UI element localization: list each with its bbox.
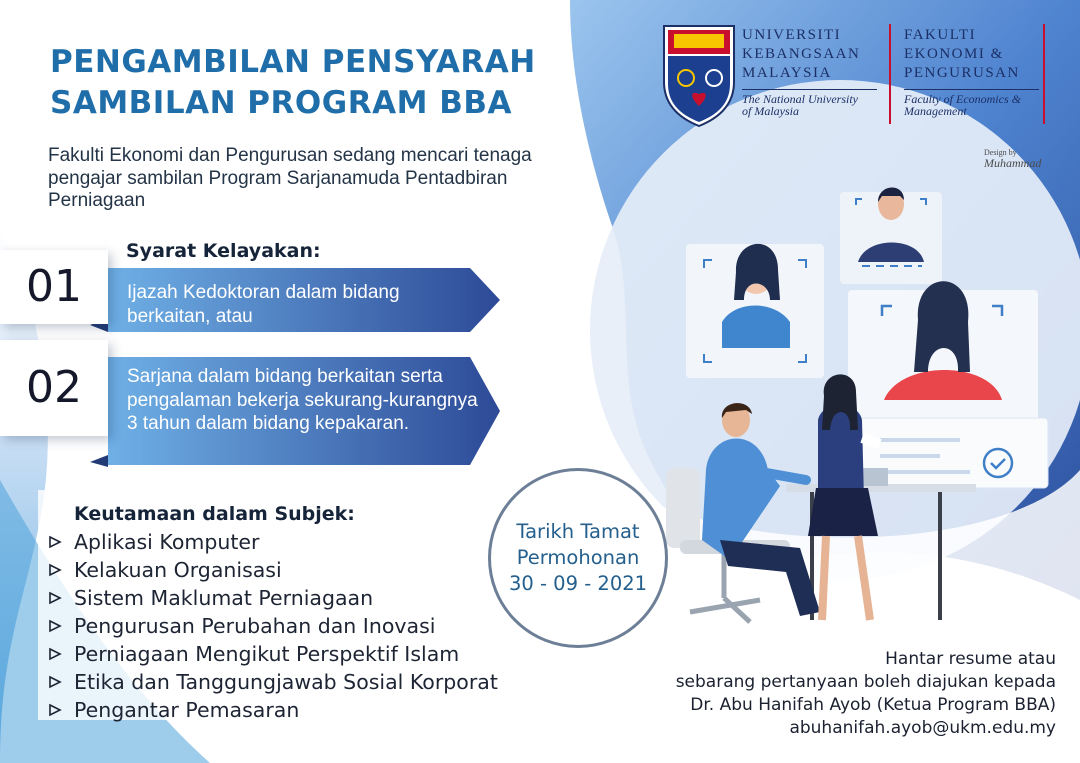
- subject-label: Sistem Maklumat Perniagaan: [74, 586, 374, 610]
- faculty-name-block: [904, 26, 1039, 117]
- requirement-text-1: Ijazah Kedoktoran dalam bidang berkaitan, atau: [127, 282, 400, 327]
- triangle-bullet-icon: [48, 675, 62, 689]
- list-item: [48, 612, 498, 640]
- requirement-number-2: 02: [0, 340, 108, 436]
- subject-label: Etika dan Tanggungjawab Sosial Korporat: [74, 670, 498, 694]
- deadline-line1: Tarikh Tamat: [516, 520, 640, 543]
- deadline-line2: Permohonan: [516, 546, 640, 569]
- list-item: [48, 696, 498, 724]
- university-subtitle-line1: The National University: [742, 89, 877, 105]
- contact-line3: Dr. Abu Hanifah Ayob (Ketua Program BBA): [690, 695, 1056, 715]
- contact-line2: sebarang pertanyaan boleh diajukan kepada: [675, 672, 1056, 692]
- university-name-line2: KEBANGSAAN: [742, 46, 861, 62]
- faculty-subtitle-line1: Faculty of Economics &: [904, 89, 1039, 105]
- deadline-date: 30 - 09 - 2021: [508, 572, 648, 595]
- subject-label: Aplikasi Komputer: [74, 530, 260, 554]
- intro-text: Fakulti Ekonomi dan Pengurusan sedang mencari tenaga pengajar sambilan Program Sarjanamuda Pentadbiran Perniagaan: [48, 145, 532, 211]
- requirements-heading: Syarat Kelayakan:: [126, 240, 321, 262]
- requirement-number-1: 01: [0, 250, 108, 324]
- designer-signature: Muhammad: [984, 156, 1042, 170]
- deadline-badge: [488, 468, 668, 648]
- university-name-block: [742, 26, 877, 117]
- poster-title-line2: SAMBILAN PROGRAM BBA: [50, 85, 512, 121]
- contact-block: [586, 648, 1056, 740]
- list-item: [48, 584, 498, 612]
- contact-line1: Hantar resume atau: [885, 649, 1056, 669]
- subjects-list: [48, 528, 498, 724]
- designer-label: Design by: [984, 148, 1017, 157]
- triangle-bullet-icon: [48, 647, 62, 661]
- triangle-bullet-icon: [48, 591, 62, 605]
- faculty-subtitle-line2: Management: [904, 104, 967, 118]
- list-item: [48, 556, 498, 584]
- university-name-line3: MALAYSIA: [742, 65, 832, 81]
- designer-credit: [984, 148, 1041, 168]
- triangle-bullet-icon: [48, 563, 62, 577]
- triangle-bullet-icon: [48, 619, 62, 633]
- faculty-name-line1: FAKULTI: [904, 27, 977, 43]
- subject-label: Perniagaan Mengikut Perspektif Islam: [74, 642, 460, 666]
- subject-label: Kelakuan Organisasi: [74, 558, 282, 582]
- list-item: [48, 668, 498, 696]
- poster-title: [50, 42, 536, 124]
- poster-title-line1: PENGAMBILAN PENSYARAH: [50, 44, 536, 80]
- triangle-bullet-icon: [48, 535, 62, 549]
- list-item: [48, 640, 498, 668]
- faculty-name-line3: PENGURUSAN: [904, 65, 1020, 81]
- subject-label: Pengantar Pemasaran: [74, 698, 300, 722]
- faculty-name-line2: EKONOMI &: [904, 46, 1004, 62]
- subjects-heading: Keutamaan dalam Subjek:: [74, 503, 355, 525]
- list-item: [48, 528, 498, 556]
- requirement-text-2: Sarjana dalam bidang berkaitan serta pengalaman bekerja sekurang-kurangnya 3 tahun dalam bidang kepakaran.: [127, 366, 478, 434]
- triangle-bullet-icon: [48, 703, 62, 717]
- contact-email[interactable]: abuhanifah.ayob@ukm.edu.my: [789, 718, 1056, 738]
- subject-label: Pengurusan Perubahan dan Inovasi: [74, 614, 436, 638]
- university-subtitle-line2: of Malaysia: [742, 104, 799, 118]
- university-name-line1: UNIVERSITI: [742, 27, 842, 43]
